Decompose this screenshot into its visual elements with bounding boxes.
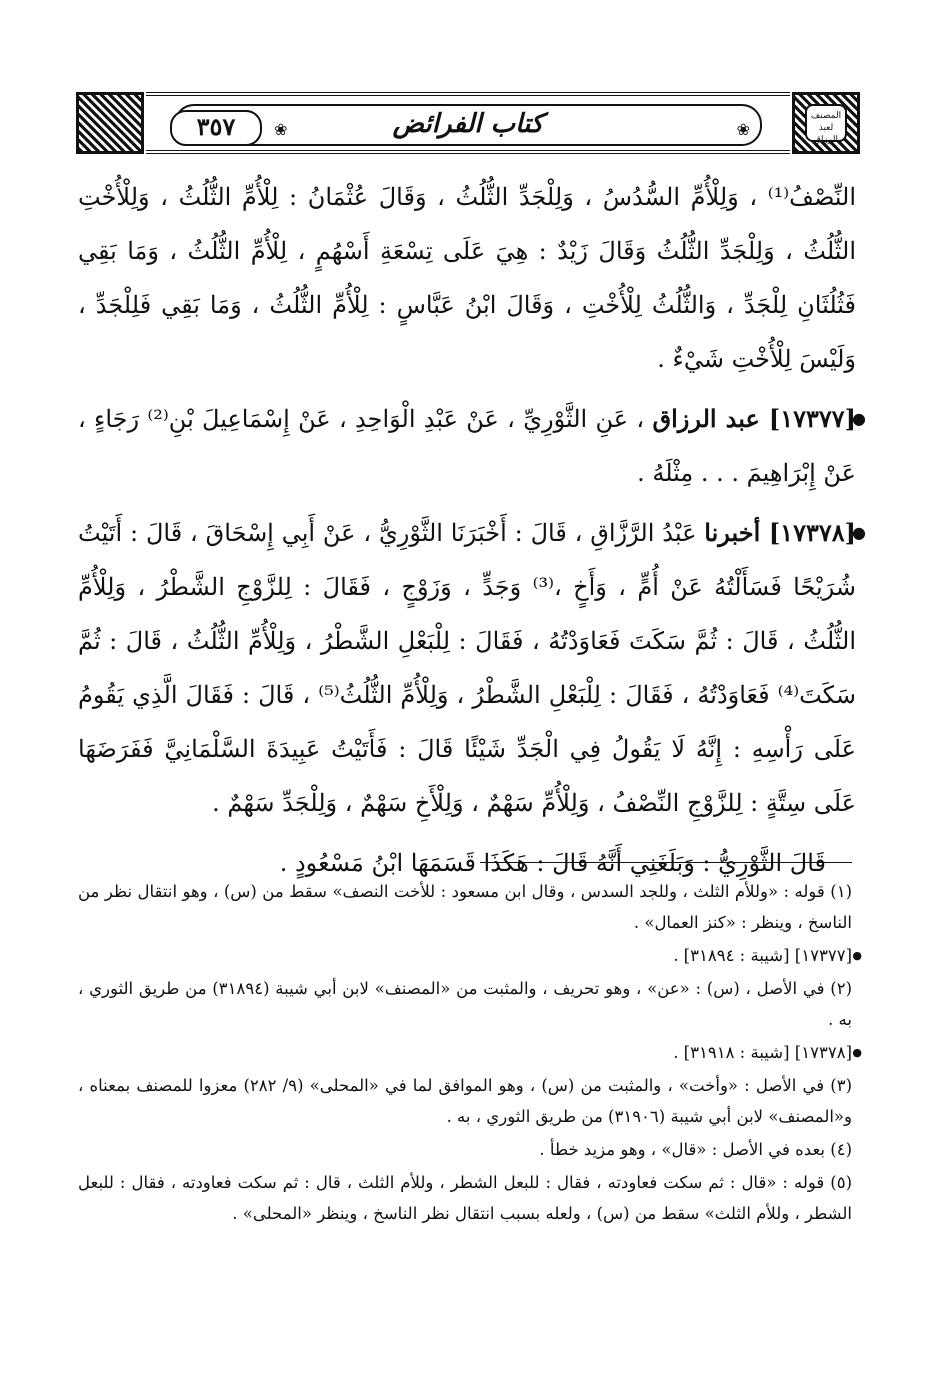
reference-17378 [78,1037,862,1068]
closing-remark: قَالَ الثَّوْرِيُّ : وَبَلَغَنِي أَنَّهُ قَالَ : هَكَذَا قَسَمَهَا ابْنُ مَسْعُودٍ . [279,849,826,877]
hadith-text: عَبْدُ الرَّزَّاقِ ، قَالَ : أَخْبَرَنَا الثَّوْرِيُّ ، عَنْ أَبِي إِسْحَاقَ ، قَالَ : أَتَيْتُ شُرَيْحًا فَسَأَلْتُهُ عَنْ أُمٍّ ، وَأَخٍ ،⁽³⁾ وَجَدٍّ ، وَزَوْجٍ ، فَقَالَ : لِلزَّوْجِ الشَّطْرُ ، وَلِلْأُمِّ الثُّلُثُ ، قَالَ : ثُمَّ سَكَتَ فَعَاوَدْتُهُ ، فَقَالَ : لِلْبَعْلِ الشَّطْرُ ، وَلِلْأُمِّ الثُّلُثُ ، قَالَ : ثُمَّ سَكَتَ⁽⁴⁾ فَعَاوَدْتُهُ ، فَقَالَ : لِلْبَعْلِ الشَّطْرُ ، وَلِلْأُمِّ الثُّلُثُ⁽⁵⁾ ، قَالَ : فَقَالَ الَّذِي يَقُومُ عَلَى رَأْسِهِ : إِنَّهُ لَا يَقُولُ فِي الْجَدِّ شَيْئًا قَالَ : فَأَتَيْتُ عَبِيدَةَ السَّلْمَانِيَّ فَفَرَضَهَا عَلَى سِتَّةٍ : لِلزَّوْجِ النِّصْفُ ، وَلِلْأُمِّ سَهْمٌ ، وَلِلْأَخِ سَهْمٌ ، وَلِلْجَدِّ سَهْمٌ . [78,519,857,817]
header-ornament-left [76,92,144,154]
footnote-3: (٣) في الأصل : «وأخت» ، والمثبت من (س) ، وهو الموافق لما في «المحلى» (٩/ ٢٨٢) معزوا للمصنف بمعناه ، و«المصنف» لابن أبي شيبة (٣١٩٠٦) من طريق الثوري ، به . [78,1076,853,1126]
bullet-icon: ● [852,409,866,428]
header-band [146,92,790,154]
footnote-4: (٤) بعده في الأصل : «قال» ، وهو مزيد خطأ . [539,1140,852,1159]
flower-ornament-icon: ❀ [736,120,750,139]
footnote-1: (١) قوله : «وللأم الثلث ، وللجد السدس ، وقال ابن مسعود : للأخت النصف» سقط من (س) ، وهو انتقال نظر من الناسخ ، وينظر : «كنز العمال» . [78,882,852,932]
bullet-icon: ● [852,1046,862,1059]
footnote-2: (٢) في الأصل ، (س) : «عن» ، وهو تحريف ، والمثبت من «المصنف» لابن أبي شيبة (٣١٨٩٤) من طريق الثوري ، به . [78,979,852,1029]
bullet-icon: ● [852,523,866,542]
reference-text: [١٧٣٧٧] [شيبة : ٣١٨٩٤] . [673,946,852,965]
reference-text: [١٧٣٧٨] [شيبة : ٣١٩١٨] . [673,1043,852,1062]
header-ornament-right [792,92,860,154]
hadith-number: [١٧٣٧٧] عبد الرزاق [652,404,856,433]
page-header [76,92,860,154]
footnote-separator [480,862,852,863]
bullet-icon: ● [852,949,862,962]
chapter-title: كتاب الفرائض [392,109,544,139]
hadith-number: [١٧٣٧٨] أخبرنا [704,518,856,547]
footnotes [78,876,862,1231]
book-logo: المصنف لعبد الرزاق [805,104,847,142]
main-text [78,170,866,896]
reference-17377 [78,940,862,971]
header-cartouche [174,104,762,146]
footnote-5: (٥) قوله : «قال : ثم سكت فعاودته ، فقال : للبعل الشطر ، وللأم الثلث ، قال : ثم سكت فعاودته ، فقال : للبعل الشطر ، وللأم الثلث» سقط من (س) ، ولعله بسبب انتقال نظر الناسخ ، وينظر «المحلى» . [78,1173,852,1223]
paragraph-continuation: النِّصْفُ⁽¹⁾ ، وَلِلْأُمِّ السُّدُسُ ، وَلِلْجَدِّ الثُّلُثُ ، وَقَالَ عُثْمَانُ : لِلْأُمِّ الثُّلُثُ ، وَلِلْأُخْتِ الثُّلُثُ ، وَلِلْجَدِّ الثُّلُثُ وَقَالَ زَيْدٌ : هِيَ عَلَى تِسْعَةِ أَسْهُمٍ ، لِلْأُمِّ الثُّلُثُ ، وَمَا بَقِي فَثُلُثَانِ لِلْجَدِّ ، وَالثُّلُثُ لِلْأُخْتِ ، وَقَالَ ابْنُ عَبَّاسٍ : لِلْأُمِّ الثُّلُثُ ، وَمَا بَقِي فَلِلْجَدِّ ، وَلَيْسَ لِلْأُخْتِ شَيْءٌ . [78,183,856,373]
hadith-17377 [78,392,866,500]
hadith-text: ، عَنِ الثَّوْرِيِّ ، عَنْ عَبْدِ الْوَاحِدِ ، عَنْ إِسْمَاعِيلَ بْنِ⁽²⁾ رَجَاءٍ ، عَنْ إِبْرَاهِيمَ . . . مِثْلَهُ . [78,405,856,487]
flower-ornament-icon: ❀ [274,120,288,139]
hadith-17378 [78,506,866,830]
page-number: ٣٥٧ [196,112,236,141]
